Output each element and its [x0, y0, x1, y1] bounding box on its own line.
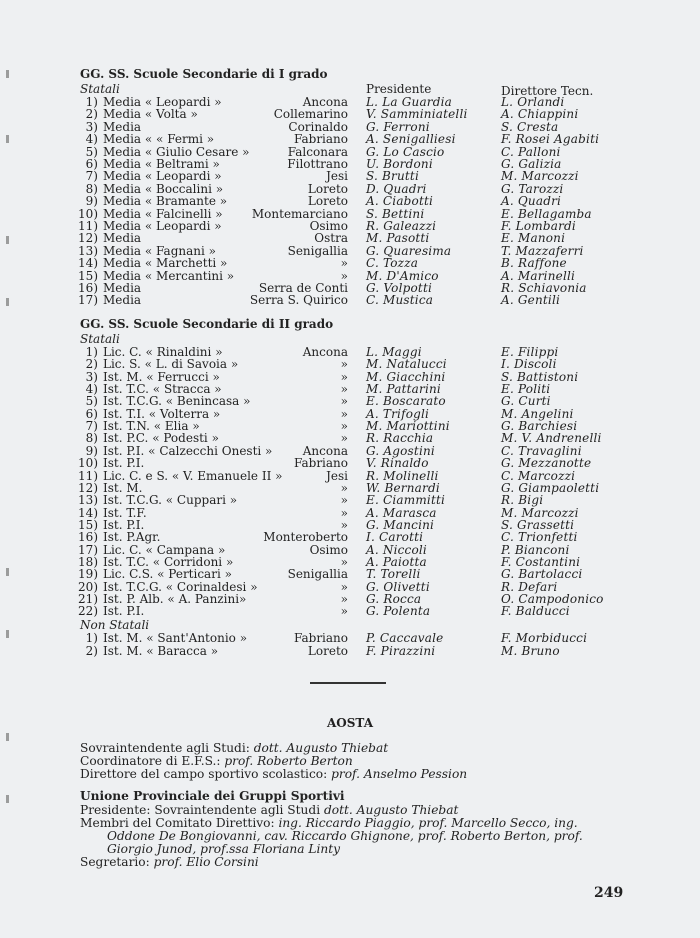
direttore: I. Discoli [501, 357, 557, 372]
city: Montemarciano [251, 206, 348, 221]
city: Jesi [326, 169, 348, 184]
aosta-line-1-value: dott. Augusto Thiebat [253, 741, 389, 755]
aosta-line-3 [80, 768, 467, 781]
city: Ostra [314, 231, 348, 246]
presidente: S. Brutti [366, 169, 419, 184]
table-row [0, 457, 700, 469]
aosta-title: AOSTA [326, 716, 373, 730]
presidente: M. Mariottini [366, 419, 450, 434]
city: » [340, 592, 348, 606]
row-number: 14) [78, 505, 98, 520]
row-number: 8) [85, 181, 98, 196]
presidente: F. Pirazzini [366, 643, 436, 658]
presidente: G. Agostini [366, 443, 435, 458]
school-name: Media « Leopardi » [103, 169, 222, 184]
direttore-header: Direttore Tecn. [501, 84, 594, 98]
school-name: Media « Leopardi » [103, 219, 222, 233]
direttore: G. Galizia [501, 157, 562, 171]
presidente: E. Ciammitti [366, 493, 446, 508]
table-row [0, 358, 700, 370]
table-row [0, 531, 700, 543]
direttore: G. Giampaoletti [501, 480, 600, 495]
presidente: G. Quaresima [366, 243, 452, 258]
aosta-line-2 [80, 755, 353, 768]
row-number: 6) [85, 157, 98, 171]
city: Corinaldo [288, 119, 348, 134]
direttore: A. Marinelli [501, 268, 576, 283]
direttore: G. Curti [501, 394, 551, 409]
school-name: Ist. T.C. « Corridoni » [103, 554, 234, 569]
aosta-line-2-value: prof. Roberto Berton [224, 754, 353, 768]
row-number: 11) [78, 468, 98, 483]
row-number: 1) [85, 631, 98, 645]
school-name: Media « Falcinelli » [103, 206, 223, 221]
school-name: Ist. P.I. [103, 517, 145, 532]
school-name: Ist. T.I. « Volterra » [103, 406, 221, 421]
union-membri-3 [107, 843, 340, 856]
school-name: Media « Fagnani » [103, 243, 216, 258]
margin-mark [6, 733, 9, 741]
city: » [340, 382, 348, 397]
table-row [0, 645, 700, 657]
table-row [0, 133, 700, 145]
direttore: S. Cresta [501, 119, 559, 134]
city: » [340, 480, 348, 495]
row-number: 13) [78, 243, 98, 258]
direttore: A. Gentili [501, 293, 561, 308]
row-number: 4) [85, 382, 98, 397]
table-row [0, 632, 700, 644]
city: Fabriano [293, 631, 348, 645]
school-name: Lic. C. e S. « V. Emanuele II » [103, 468, 283, 483]
school-name: Media « Giulio Cesare » [103, 144, 250, 159]
school-name: Ist. M. [103, 480, 143, 495]
union-membri [80, 817, 578, 830]
city: Filottrano [287, 157, 348, 171]
union-segretario-value: prof. Elio Corsini [153, 855, 259, 869]
direttore: C. Palloni [501, 144, 561, 159]
city: Serra S. Quirico [249, 293, 348, 308]
city: Jesi [326, 468, 348, 483]
city: Senigallia [287, 243, 348, 258]
aosta-line-3-value: prof. Anselmo Pession [331, 767, 468, 781]
presidente: A. Senigalliesi [366, 132, 456, 147]
row-number: 17) [78, 542, 98, 557]
union-membri-line-2: Oddone De Bongiovanni, cav. Riccardo Ghignone, prof. Roberto Berton, prof. [107, 829, 583, 843]
presidente: M. Natalucci [366, 357, 447, 372]
direttore: F. Morbiducci [501, 631, 588, 645]
table-row [0, 568, 700, 580]
direttore: G. Mezzanotte [501, 456, 592, 471]
row-number: 3) [85, 119, 98, 134]
presidente: D. Quadri [366, 181, 427, 196]
school-name: Ist. T.C.G. « Cuppari » [103, 493, 238, 508]
presidente: G. Olivetti [366, 579, 430, 594]
presidente: G. Ferroni [366, 119, 430, 134]
union-segretario-label: Segretario: [80, 855, 150, 869]
school-name: Media [103, 231, 142, 246]
table-row [0, 170, 700, 182]
row-number: 6) [85, 406, 98, 421]
presidente: M. Pasotti [366, 231, 430, 246]
presidente: P. Caccavale [366, 631, 444, 645]
direttore: M. V. Andrenelli [501, 431, 602, 446]
city: Serra de Conti [258, 281, 348, 295]
direttore: P. Bianconi [501, 542, 570, 557]
school-name: Ist. T.F. [103, 505, 147, 520]
presidente-header: Presidente [366, 82, 432, 96]
school-name: Ist. M. « Baracca » [103, 643, 219, 658]
table-row [0, 605, 700, 617]
presidente: A. Niccoli [366, 542, 427, 557]
presidente: I. Carotti [366, 530, 424, 545]
union-title: Unione Provinciale dei Gruppi Sportivi [80, 789, 345, 803]
presidente: G. Polenta [366, 604, 431, 619]
school-name: Media [103, 293, 142, 308]
direttore: L. Orlandi [501, 95, 565, 109]
direttore: S. Battistoni [501, 369, 579, 384]
presidente: A. Marasca [366, 505, 437, 520]
city: » [340, 493, 348, 508]
presidente: A. Trifogli [366, 406, 430, 421]
school-name: Media [103, 281, 142, 295]
aosta-line-2-label: Coordinatore di E.F.S.: [80, 754, 221, 768]
row-number: 10) [78, 206, 98, 221]
sec2-title: GG. SS. Scuole Secondarie di II grado [80, 317, 334, 331]
presidente: R. Molinelli [366, 468, 439, 483]
sec2-subtitle: Statali [80, 332, 120, 346]
margin-mark [6, 795, 9, 803]
union-membri-line-3: Giorgio Junod, prof.ssa Floriana Linty [107, 842, 341, 856]
presidente: W. Bernardi [366, 480, 440, 495]
city: Ancona [302, 345, 348, 359]
direttore: G. Bartolacci [501, 567, 583, 582]
presidente: M. Pattarini [366, 382, 441, 397]
city: » [340, 394, 348, 409]
direttore: M. Angelini [501, 406, 574, 421]
direttore: G. Barchiesi [501, 419, 578, 434]
page-number: 249 [594, 885, 624, 901]
presidente: M. Giacchini [366, 369, 446, 384]
table-row [0, 395, 700, 407]
school-name: Media « Bramante » [103, 194, 228, 209]
union-presidente [80, 804, 458, 817]
row-number: 1) [85, 95, 98, 109]
city: Osimo [309, 542, 348, 557]
sec2-sub-line [0, 333, 700, 345]
presidente: V. Samminiatelli [366, 107, 468, 122]
presidente: A. Ciabotti [366, 194, 434, 209]
direttore: E. Filippi [501, 345, 559, 359]
row-number: 19) [78, 567, 98, 582]
presidente: U. Bordoni [366, 157, 433, 171]
direttore: R. Defari [501, 579, 558, 594]
direttore: E. Politi [501, 382, 551, 397]
row-number: 9) [85, 443, 98, 458]
city: Senigallia [287, 567, 348, 582]
city: Ancona [302, 443, 348, 458]
city: » [340, 419, 348, 434]
presidente: C. Tozza [366, 256, 419, 271]
union-membri-label: Membri del Comitato Direttivo: [80, 816, 275, 830]
presidente: G. Volpotti [366, 281, 433, 295]
city: » [340, 554, 348, 569]
city: Loreto [307, 643, 348, 658]
sec2-title-line [0, 318, 700, 330]
school-name: Ist. P.I. [103, 604, 145, 619]
city: » [340, 406, 348, 421]
direttore: C. Trionfetti [501, 530, 578, 545]
table-row [0, 195, 700, 207]
presidente: M. D'Amico [366, 268, 439, 283]
school-name: Media « Mercantini » [103, 268, 235, 283]
school-name: Media « Leopardi » [103, 95, 222, 109]
school-name: Ist. T.N. « Elia » [103, 419, 200, 434]
school-name: Media « Boccalini » [103, 181, 224, 196]
city: » [340, 357, 348, 372]
direttore: M. Marcozzi [501, 505, 579, 520]
school-name: Ist. T.C.G. « Corinaldesi » [103, 579, 258, 594]
presidente: S. Bettini [366, 206, 425, 221]
direttore: E. Manoni [501, 231, 566, 246]
sec1-title: GG. SS. Scuole Secondarie di I grado [80, 67, 328, 81]
row-number: 18) [78, 554, 98, 569]
table-row [0, 494, 700, 506]
direttore: T. Mazzaferri [501, 243, 584, 258]
school-name: Lic. C. « Rinaldini » [103, 345, 223, 359]
school-name: Media « « Fermi » [103, 132, 215, 147]
presidente: C. Mustica [366, 293, 434, 308]
union-presidente-label: Presidente: Sovraintendente agli Studi [80, 803, 321, 817]
school-name: Ist. P.I. « Calzecchi Onesti » [103, 443, 273, 458]
divider-rule [310, 682, 386, 684]
table-row [0, 432, 700, 444]
city: Monteroberto [263, 530, 348, 545]
direttore: O. Campodonico [501, 592, 604, 606]
direttore: F. Balducci [501, 604, 570, 619]
sec1-sub-line [0, 82, 700, 98]
row-number: 15) [78, 268, 98, 283]
row-number: 5) [85, 144, 98, 159]
row-number: 9) [85, 194, 98, 209]
school-name: Lic. C.S. « Perticari » [103, 567, 232, 582]
row-number: 2) [85, 643, 98, 658]
row-number: 10) [78, 456, 98, 471]
presidente: R. Galeazzi [366, 219, 437, 233]
city: » [340, 256, 348, 271]
presidente: L. La Guardia [366, 95, 453, 109]
presidente: R. Racchia [366, 431, 434, 446]
row-number: 11) [78, 219, 98, 233]
school-name: Ist. T.C. « Stracca » [103, 382, 222, 397]
direttore: R. Bigi [501, 493, 544, 508]
presidente: G. Lo Cascio [366, 144, 445, 159]
city: Ancona [302, 95, 348, 109]
direttore: F. Costantini [501, 554, 581, 569]
presidente: V. Rinaldo [366, 456, 429, 471]
row-number: 13) [78, 493, 98, 508]
direttore: S. Grassetti [501, 517, 575, 532]
row-number: 3) [85, 369, 98, 384]
school-name: Ist. M. « Sant'Antonio » [103, 631, 248, 645]
row-number: 7) [85, 419, 98, 434]
city: Osimo [309, 219, 348, 233]
direttore: A. Quadri [501, 194, 562, 209]
row-number: 14) [78, 256, 98, 271]
direttore: C. Marcozzi [501, 468, 576, 483]
row-number: 16) [78, 281, 98, 295]
row-number: 20) [78, 579, 98, 594]
direttore: E. Bellagamba [501, 206, 592, 221]
aosta-line-1-label: Sovraintendente agli Studi: [80, 741, 250, 755]
school-name: Ist. P.I. [103, 456, 145, 471]
table-row [0, 257, 700, 269]
direttore: M. Marcozzi [501, 169, 579, 184]
row-number: 2) [85, 107, 98, 122]
city: » [340, 604, 348, 619]
city: Collemarino [273, 107, 348, 122]
row-number: 5) [85, 394, 98, 409]
union-membri-line-1: ing. Riccardo Piaggio, prof. Marcello Secco, ing. [278, 816, 578, 830]
direttore: F. Lombardi [501, 219, 576, 233]
presidente: T. Torelli [366, 567, 421, 582]
aosta-line-3-label: Direttore del campo sportivo scolastico: [80, 767, 328, 781]
city: » [340, 268, 348, 283]
aosta-line-1 [80, 742, 388, 755]
sec1-subtitle: Statali [80, 82, 120, 96]
row-number: 8) [85, 431, 98, 446]
city: » [340, 579, 348, 594]
union-membri-2 [107, 830, 583, 843]
row-number: 16) [78, 530, 98, 545]
presidente: E. Boscarato [366, 394, 446, 409]
school-name: Ist. M. « Ferrucci » [103, 369, 220, 384]
city: Fabriano [293, 456, 348, 471]
city: Loreto [307, 194, 348, 209]
sec2-nonstatali: Non Statali [80, 618, 150, 632]
city: » [340, 431, 348, 446]
row-number: 15) [78, 517, 98, 532]
direttore: F. Rosei Agabiti [501, 132, 600, 147]
presidente: A. Paiotta [366, 554, 427, 569]
direttore: B. Raffone [501, 256, 567, 271]
table-row [0, 294, 700, 306]
school-name: Media « Marchetti » [103, 256, 228, 271]
city: » [340, 505, 348, 520]
school-name: Ist. T.C.G. « Benincasa » [103, 394, 251, 409]
direttore: C. Travaglini [501, 443, 582, 458]
union-segretario [80, 856, 259, 869]
direttore: A. Chiappini [501, 107, 579, 122]
union-presidente-value: dott. Augusto Thiebat [323, 803, 459, 817]
presidente: L. Maggi [366, 345, 422, 359]
city: Loreto [307, 181, 348, 196]
city: Falconara [287, 144, 348, 159]
table-row [0, 108, 700, 120]
presidente: G. Mancini [366, 517, 435, 532]
school-name: Media [103, 119, 142, 134]
row-number: 21) [78, 592, 98, 606]
sec2-nonstatali-line [0, 619, 700, 631]
row-number: 22) [78, 604, 98, 619]
school-name: Lic. S. « L. di Savoia » [103, 357, 239, 372]
row-number: 12) [78, 480, 98, 495]
row-number: 2) [85, 357, 98, 372]
sec1-title-line [0, 68, 700, 80]
school-name: Lic. C. « Campana » [103, 542, 226, 557]
table-row [0, 232, 700, 244]
school-name: Ist. P.C. « Podesti » [103, 431, 219, 446]
row-number: 17) [78, 293, 98, 308]
direttore: G. Tarozzi [501, 181, 564, 196]
row-number: 12) [78, 231, 98, 246]
city: Fabriano [293, 132, 348, 147]
direttore: R. Schiavonia [501, 281, 587, 295]
row-number: 7) [85, 169, 98, 184]
row-number: 4) [85, 132, 98, 147]
row-number: 1) [85, 345, 98, 359]
school-name: Media « Beltrami » [103, 157, 220, 171]
presidente: G. Rocca [366, 592, 422, 606]
school-name: Ist. P.Agr. [103, 530, 161, 545]
school-name: Media « Volta » [103, 107, 198, 122]
direttore: M. Bruno [501, 643, 560, 658]
school-name: Ist. P. Alb. « A. Panzini» [103, 592, 247, 606]
city: » [340, 517, 348, 532]
city: » [340, 369, 348, 384]
